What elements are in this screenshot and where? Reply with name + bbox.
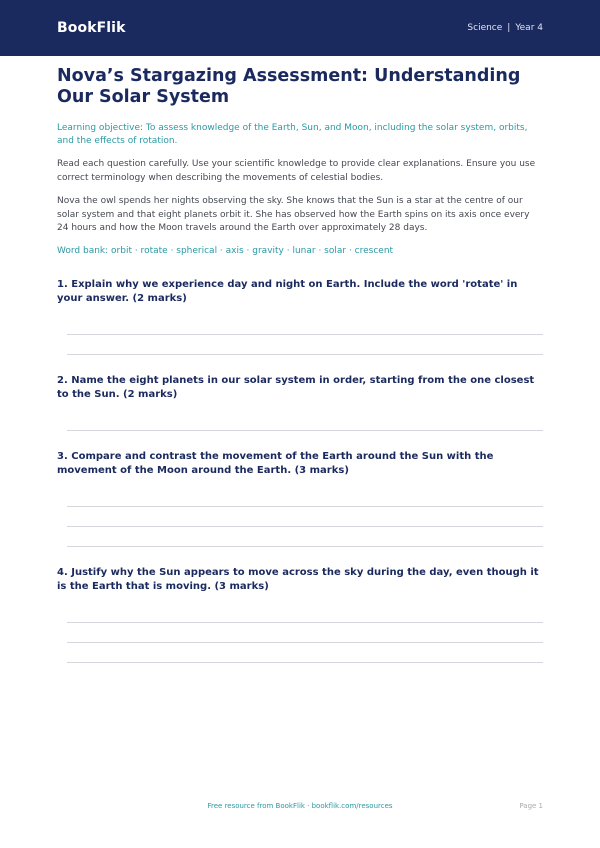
answer-line[interactable] <box>67 642 543 643</box>
answer-lines-1 <box>57 334 543 355</box>
subject-separator: | <box>507 23 511 33</box>
year-label: Year 4 <box>515 23 543 33</box>
subject-name: Science <box>467 23 503 33</box>
answer-lines-2 <box>57 430 543 431</box>
answer-line[interactable] <box>67 546 543 547</box>
answer-line[interactable] <box>67 354 543 355</box>
question-1: 1. Explain why we experience day and night on Earth. Include the word 'rotate' in your answer. (2 marks) <box>57 278 518 304</box>
answer-line[interactable] <box>67 662 543 663</box>
answer-line[interactable] <box>67 526 543 527</box>
learning-objective: Learning objective: To assess knowledge of the Earth, Sun, and Moon, including the solar system, orbits, and the effects of rotation. <box>57 123 528 146</box>
answer-line[interactable] <box>67 622 543 623</box>
word-bank: Word bank: orbit · rotate · spherical · axis · gravity · lunar · solar · crescent <box>57 245 394 256</box>
brand-logo[interactable]: BookFlik <box>57 20 126 36</box>
footer-link[interactable]: Free resource from BookFlik · bookflik.com/resources <box>207 802 393 810</box>
page-footer <box>0 802 600 814</box>
page-number: Page 1 <box>519 802 543 810</box>
header-bar <box>0 0 600 56</box>
answer-line[interactable] <box>67 430 543 431</box>
question-4: 4. Justify why the Sun appears to move across the sky during the day, even though it is the Earth that is moving. (3 marks) <box>57 566 539 592</box>
story-text: Nova the owl spends her nights observing the sky. She knows that the Sun is a star at the centre of our solar system and that eight planets orbit it. She has observed how the Earth spins on its axis once every 24 hours and how the Moon travels around the Earth over approximately 28 days. <box>57 196 530 233</box>
instructions-text: Read each question carefully. Use your scientific knowledge to provide clear explanations. Ensure you use correct terminology when describing the movements of celestial bodies. <box>57 159 536 183</box>
subject-label <box>467 23 543 33</box>
answer-lines-3 <box>57 506 543 547</box>
question-3: 3. Compare and contrast the movement of the Earth around the Sun with the movement of the Moon around the Earth. (3 marks) <box>57 450 494 476</box>
page-title: Nova’s Stargazing Assessment: Understanding Our Solar System <box>57 66 521 107</box>
worksheet-content <box>57 66 543 663</box>
answer-line[interactable] <box>67 334 543 335</box>
answer-lines-4 <box>57 622 543 663</box>
answer-line[interactable] <box>67 506 543 507</box>
question-2: 2. Name the eight planets in our solar system in order, starting from the one closest to the Sun. (2 marks) <box>57 374 535 400</box>
